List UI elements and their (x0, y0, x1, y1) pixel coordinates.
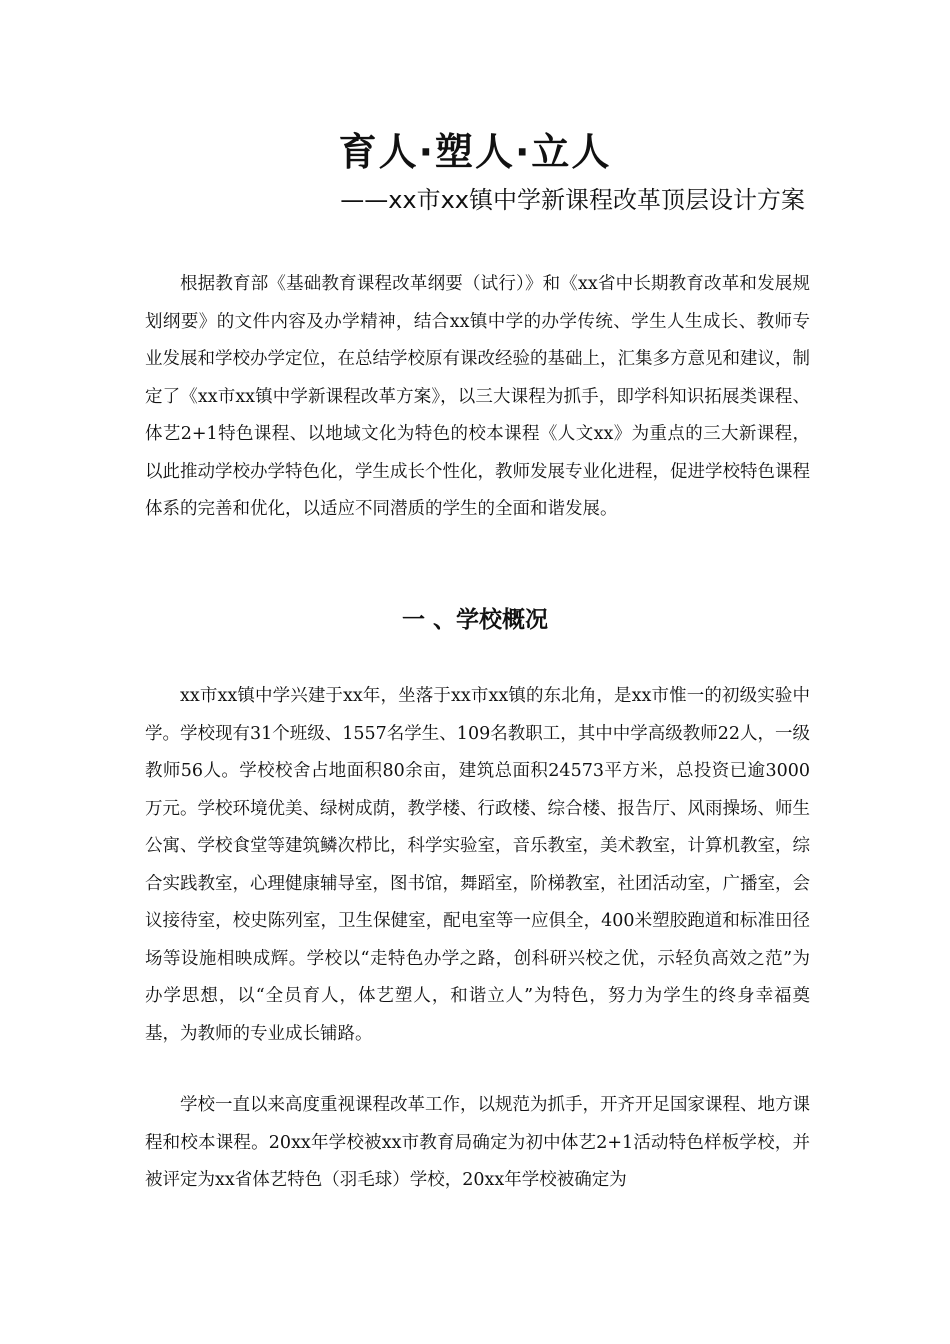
body-paragraph-school-overview: xx市xx镇中学兴建于xx年，坐落于xx市xx镇的东北角，是xx市惟一的初级实验中学。学校现有31个班级、1557名学生、109名教职工，其中中学高级教师22人，一级教师56人。学校校舍占地面积80余亩，建筑总面积24573平方米，总投资已逾3000万元。学校环境优美、绿树成荫，教学楼、行政楼、综合楼、报告厅、风雨操场、师生公寓、学校食堂等建筑鳞次栉比，科学实验室，音乐教室，美术教室，计算机教室，综合实践教室，心理健康辅导室，图书馆，舞蹈室，阶梯教室，社团活动室，广播室，会议接待室，校史陈列室，卫生保健室，配电室等一应俱全，400米塑胶跑道和标准田径场等设施相映成辉。学校以“走特色办学之路，创科研兴校之优，示轻负高效之范”为办学思想，以“全员育人，体艺塑人，和谐立人”为特色，努力为学生的终身幸福奠基，为教师的专业成长铺路。 (145, 686, 810, 1044)
intro-paragraph: 根据教育部《基础教育课程改革纲要（试行）》和《xx省中长期教育改革和发展规划纲要》的文件内容及办学精神，结合xx镇中学的办学传统、学生人生成长、教师专业发展和学校办学定位，在总结学校原有课改经验的基础上，汇集多方意见和建议，制定了《xx市xx镇中学新课程改革方案》，以三大课程为抓手，即学科知识拓展类课程、体艺2+1特色课程、以地域文化为特色的校本课程《人文xx》为重点的三大新课程，以此推动学校办学特色化，学生成长个性化，教师发展专业化进程，促进学校特色课程体系的完善和优化，以适应不同潜质的学生的全面和谐发展。 (145, 274, 810, 519)
document-subtitle: ——xx市xx镇中学新课程改革顶层设计方案 (340, 186, 805, 214)
section-heading: 一 、学校概况 (401, 607, 548, 633)
body-paragraph-curriculum-reform: 学校一直以来高度重视课程改革工作，以规范为抓手，开齐开足国家课程、地方课程和校本课程。20xx年学校被xx市教育局确定为初中体艺2+1活动特色样板学校，并被评定为xx省体艺特色（羽毛球）学校，20xx年学校被确定为 (145, 1095, 810, 1190)
document-title: 育人·塑人·立人 (338, 130, 612, 174)
